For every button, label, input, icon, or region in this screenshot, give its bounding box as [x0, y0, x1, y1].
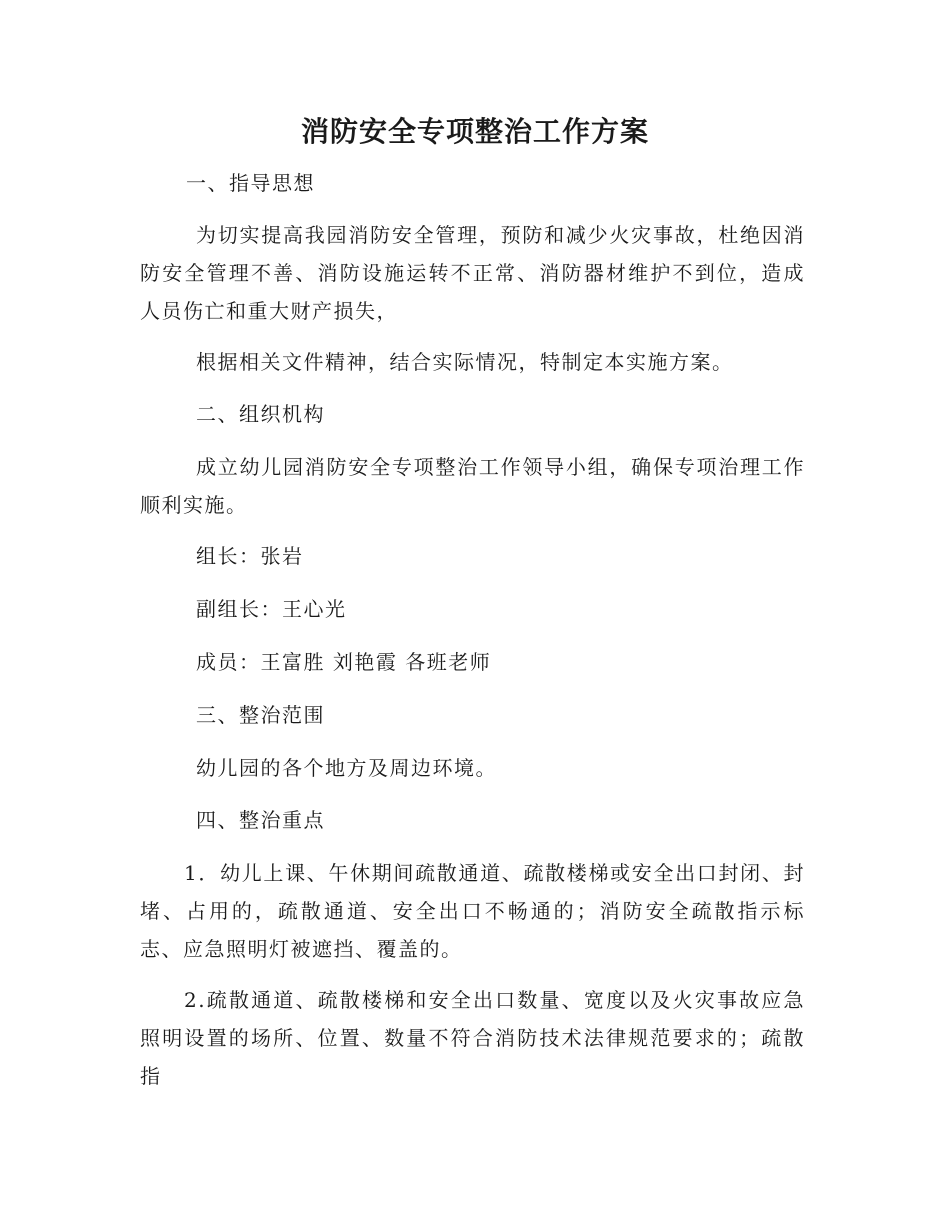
- section-heading-key-points: 四、整治重点: [196, 808, 325, 832]
- group-deputy-leader: 副组长：王心光: [196, 597, 347, 621]
- paragraph-purpose: 为切实提高我园消防安全管理，预防和减少火灾事故，杜绝因消防安全管理不善、消防设施运转不正常、消防器材维护不到位，造成人员伤亡和重大财产损失，: [140, 223, 805, 323]
- group-members: 成员：王富胜 刘艳霞 各班老师: [196, 650, 492, 674]
- paragraph-leadership-group: 成立幼儿园消防安全专项整治工作领导小组，确保专项治理工作顺利实施。: [140, 455, 805, 517]
- group-leader: 组长：张岩: [196, 544, 304, 568]
- section-heading-scope: 三、整治范围: [196, 703, 325, 727]
- paragraph-basis: 根据相关文件精神，结合实际情况，特制定本实施方案。: [196, 350, 734, 374]
- section-heading-organization: 二、组织机构: [196, 402, 325, 426]
- document-title: 消防安全专项整治工作方案: [300, 115, 649, 148]
- section-heading-guiding-thought: 一、指导思想: [186, 171, 315, 195]
- paragraph-scope: 幼儿园的各个地方及周边环境。: [196, 756, 497, 780]
- key-point-item-2: 2.疏散通道、疏散楼梯和安全出口数量、宽度以及火灾事故应急照明设置的场所、位置、数量不符合消防技术法律规范要求的；疏散指: [140, 988, 805, 1088]
- key-point-item-1: 1．幼儿上课、午休期间疏散通道、疏散楼梯或安全出口封闭、封堵、占用的，疏散通道、安全出口不畅通的；消防安全疏散指示标志、应急照明灯被遮挡、覆盖的。: [140, 861, 805, 961]
